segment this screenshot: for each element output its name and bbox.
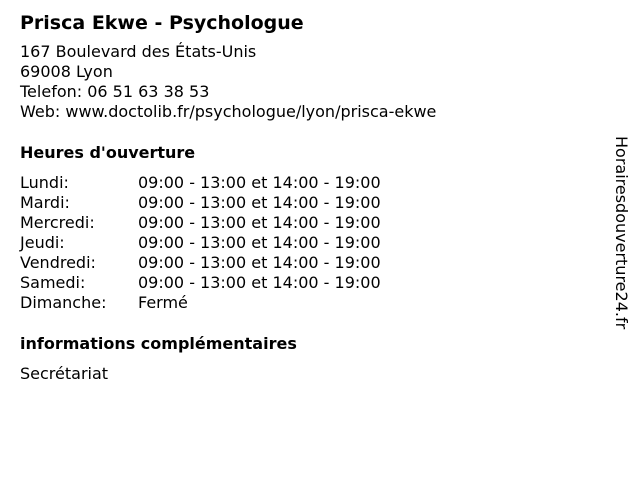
day-label: Lundi: [20, 173, 69, 192]
day-label: Mardi: [20, 193, 70, 212]
time-value: 09:00 - 13:00 et 14:00 - 19:00 [138, 213, 381, 232]
time-value: 09:00 - 13:00 et 14:00 - 19:00 [138, 193, 381, 212]
hours-row-thursday [20, 233, 600, 253]
day-label: Vendredi: [20, 253, 96, 272]
time-value: 09:00 - 13:00 et 14:00 - 19:00 [138, 173, 381, 192]
day-label: Jeudi: [20, 233, 65, 252]
phone-line: Telefon: 06 51 63 38 53 [20, 82, 210, 101]
time-value: 09:00 - 13:00 et 14:00 - 19:00 [138, 233, 381, 252]
day-label: Samedi: [20, 273, 86, 292]
time-value: 09:00 - 13:00 et 14:00 - 19:00 [138, 253, 381, 272]
hours-row-saturday [20, 273, 600, 293]
address-city: 69008 Lyon [20, 62, 113, 81]
brand-watermark: Horairesdouverture24.fr [612, 136, 631, 330]
business-card [20, 10, 600, 384]
hours-row-sunday [20, 293, 600, 313]
day-label: Mercredi: [20, 213, 95, 232]
business-title: Prisca Ekwe - Psychologue [20, 12, 304, 34]
day-label: Dimanche: [20, 293, 107, 312]
hours-row-friday [20, 253, 600, 273]
hours-row-tuesday [20, 193, 600, 213]
info-heading: informations complémentaires [20, 334, 297, 353]
web-line: Web: www.doctolib.fr/psychologue/lyon/prisca-ekwe [20, 102, 437, 121]
address-street: 167 Boulevard des États-Unis [20, 42, 257, 61]
hours-row-wednesday [20, 213, 600, 233]
hours-heading: Heures d'ouverture [20, 143, 196, 162]
hours-row-monday [20, 173, 600, 193]
time-value: 09:00 - 13:00 et 14:00 - 19:00 [138, 273, 381, 292]
time-value: Fermé [138, 293, 188, 312]
hours-table [20, 173, 600, 313]
info-text: Secrétariat [20, 364, 109, 383]
